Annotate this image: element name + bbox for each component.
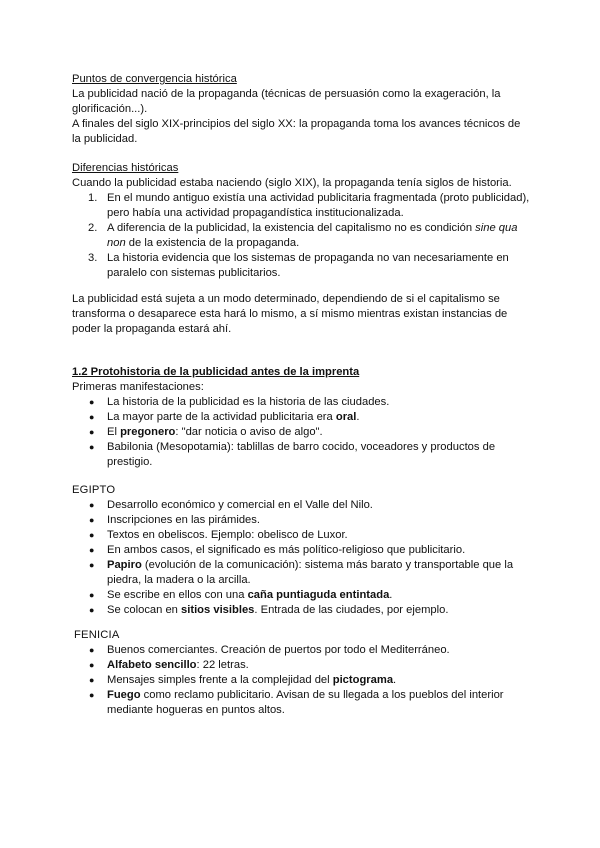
list-item (72, 221, 532, 251)
bold-term: caña puntiaguda entintada (247, 589, 390, 601)
bullet-icon: ● (89, 442, 95, 452)
list-item (72, 558, 532, 588)
list-item-text: Desarrollo económico y comercial en el Valle del Nilo. (107, 499, 373, 511)
section-protohistoria (72, 365, 532, 470)
list-item-text: Se escribe en ellos con una (107, 589, 248, 601)
bold-term: pregonero (120, 426, 176, 438)
list-item (72, 673, 532, 688)
list-item-text: En ambos casos, el significado es más político-religioso que publicitario. (107, 544, 466, 556)
list-item-text: Textos en obeliscos. Ejemplo: obelisco de Luxor. (107, 529, 348, 541)
list-item (72, 643, 532, 658)
section-diferencias (72, 161, 532, 281)
italic-term: sine qua non (107, 222, 518, 249)
bullet-icon: ● (89, 675, 95, 685)
list-item-text: (evolución de la comunicación): sistema más barato y transportable que la piedra, la madera o la arcilla. (107, 559, 514, 586)
bold-term: Alfabeto sencillo (107, 659, 197, 671)
bullet-icon: ● (89, 560, 95, 570)
bullet-icon: ● (89, 500, 95, 510)
list-item (72, 440, 532, 470)
list-item (72, 658, 532, 673)
list-item-text: Buenos comerciantes. Creación de puertos por todo el Mediterráneo. (107, 644, 450, 656)
diferencias-intro: Cuando la publicidad estaba naciendo (siglo XIX), la propaganda tenía siglos de historia. (72, 177, 512, 189)
list-item (72, 513, 532, 528)
section-closing (72, 292, 532, 337)
bullet-icon: ● (89, 660, 95, 670)
bullet-icon: ● (89, 515, 95, 525)
list-item-text: Inscripciones en las pirámides. (107, 514, 260, 526)
list-item-text: La historia evidencia que los sistemas de propaganda no van necesariamente en paralelo con sistemas publicitarios. (107, 252, 509, 279)
bold-term: pictograma (332, 674, 394, 686)
convergencia-paragraph-2: A finales del siglo XIX-principios del siglo XX: la propaganda toma los avances técnicos de la publicidad. (72, 118, 521, 145)
list-item-text: . Entrada de las ciudades, por ejemplo. (254, 604, 449, 616)
list-item (72, 688, 532, 718)
list-item (72, 528, 532, 543)
bullet-icon: ● (89, 590, 95, 600)
list-item-text: . (356, 411, 360, 423)
bullet-icon: ● (89, 427, 95, 437)
diferencias-list (72, 191, 532, 281)
section-egipto (72, 483, 532, 618)
section-convergencia (72, 72, 532, 147)
list-marker: 3. (88, 252, 98, 264)
list-item-text: En el mundo antiguo existía una actividad publicitaria fragmentada (proto publicidad), pero había una actividad propagandística institucionalizada. (107, 192, 530, 219)
list-item-text: La historia de la publicidad es la historia de las ciudades. (107, 396, 390, 408)
list-item-text: . (389, 589, 393, 601)
section-fenicia (74, 628, 534, 643)
bullet-icon: ● (89, 397, 95, 407)
bold-term: Papiro (107, 559, 142, 571)
list-item (72, 588, 532, 603)
bullet-icon: ● (89, 690, 95, 700)
list-item (72, 191, 532, 221)
list-item (72, 543, 532, 558)
protohistoria-heading: 1.2 Protohistoria de la publicidad antes de la imprenta (72, 366, 360, 378)
protohistoria-subheading: Primeras manifestaciones: (72, 381, 204, 393)
list-item-text: como reclamo publicitario. Avisan de su llegada a los pueblos del interior mediante hogueras en puntos altos. (107, 689, 504, 716)
bullet-icon: ● (89, 530, 95, 540)
list-item-text: . (393, 674, 397, 686)
bullet-icon: ● (89, 645, 95, 655)
list-item (72, 603, 532, 618)
section-fenicia-list (72, 643, 532, 718)
list-item-text: El (107, 426, 121, 438)
list-item-text: A diferencia de la publicidad, la existencia del capitalismo no es condición (107, 222, 476, 234)
list-item-text: de la existencia de la propaganda. (125, 237, 300, 249)
bullet-icon: ● (89, 605, 95, 615)
list-item-text: Babilonia (Mesopotamia): tablillas de barro cocido, voceadores y productos de prestigio. (107, 441, 496, 468)
diferencias-closing: La publicidad está sujeta a un modo determinado, dependiendo de si el capitalismo se transforma o desaparece esta hará lo mismo, a sí mismo mientras existan instancias de poder la propaganda estará ahí. (72, 293, 508, 335)
egipto-heading: EGIPTO (72, 484, 116, 496)
list-item-text: Mensajes simples frente a la complejidad del (107, 674, 333, 686)
fenicia-list (72, 643, 532, 718)
bullet-icon: ● (89, 412, 95, 422)
list-item-text: La mayor parte de la actividad publicitaria era (107, 411, 336, 423)
bold-term: sitios visibles (181, 604, 255, 616)
list-item-text: Se colocan en (107, 604, 182, 616)
list-item (72, 251, 532, 281)
diferencias-heading: Diferencias históricas (72, 162, 179, 174)
bold-term: Fuego (107, 689, 141, 701)
list-item (72, 498, 532, 513)
convergencia-heading: Puntos de convergencia histórica (72, 73, 237, 85)
list-item (72, 425, 532, 440)
bold-term: oral (335, 411, 357, 423)
list-marker: 2. (88, 222, 98, 234)
list-marker: 1. (88, 192, 98, 204)
convergencia-paragraph-1: La publicidad nació de la propaganda (técnicas de persuasión como la exageración, la glorificación...). (72, 88, 501, 115)
list-item (72, 395, 532, 410)
egipto-list (72, 498, 532, 618)
bullet-icon: ● (89, 545, 95, 555)
list-item-text: : 22 letras. (196, 659, 249, 671)
list-item (72, 410, 532, 425)
fenicia-heading: FENICIA (74, 629, 120, 641)
list-item-text: : "dar noticia o aviso de algo". (175, 426, 323, 438)
protohistoria-list (72, 395, 532, 470)
